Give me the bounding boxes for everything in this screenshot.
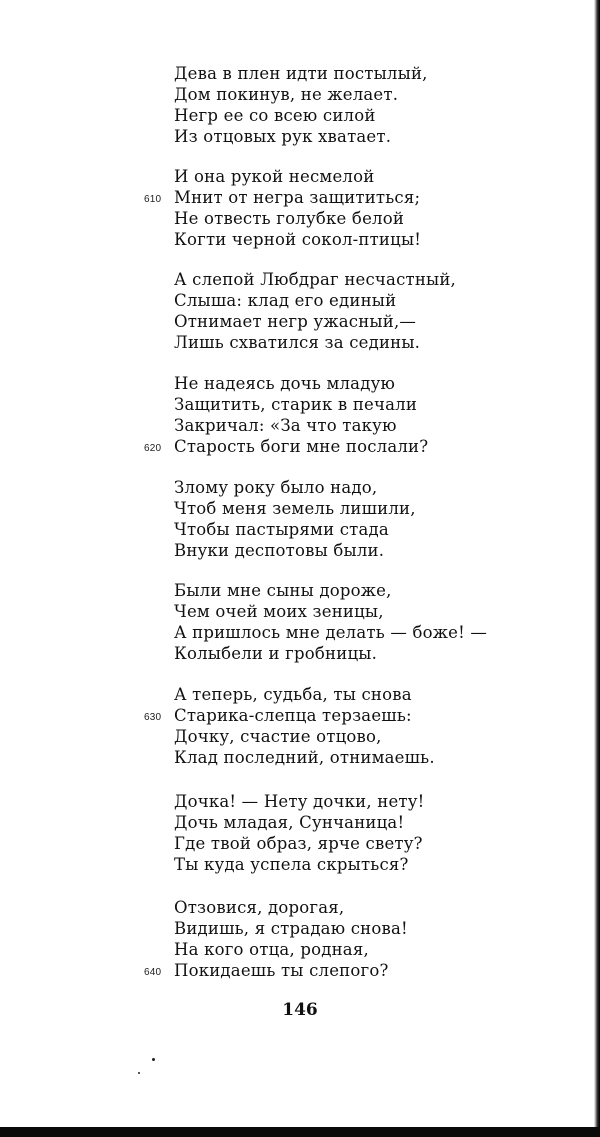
- verse-line: [174, 84, 504, 105]
- verse-text: Мнит от негра защититься;: [174, 188, 421, 207]
- verse-line: [144, 187, 504, 208]
- stanza-9: [144, 897, 504, 981]
- scan-speck: [138, 1072, 140, 1074]
- page-number: 146: [282, 1000, 318, 1020]
- verse-line: [174, 332, 504, 353]
- stanza-6: [174, 580, 504, 664]
- verse-text: Дочь младая, Сунчаница!: [174, 813, 405, 832]
- scan-edge-right: [594, 0, 600, 1137]
- line-number: 610: [144, 194, 162, 205]
- verse-text: Покидаешь ты слепого?: [174, 961, 389, 980]
- verse-line: [174, 622, 504, 643]
- verse-text: Закричал: «За что такую: [174, 416, 397, 435]
- verse-line: [174, 477, 504, 498]
- line-number: 640: [144, 967, 162, 978]
- verse-line: [144, 436, 504, 457]
- verse-line: [174, 311, 504, 332]
- verse-text: Отнимает негр ужасный,—: [174, 312, 417, 331]
- verse-text: А пришлось мне делать — боже! —: [174, 623, 488, 642]
- verse-text: Старость боги мне послали?: [174, 437, 429, 456]
- verse-line: [174, 833, 504, 854]
- verse-line: [174, 498, 504, 519]
- verse-text: Колыбели и гробницы.: [174, 644, 378, 663]
- verse-text: Дочка! — Нету дочки, нету!: [174, 792, 425, 811]
- verse-text: Не надеясь дочь младую: [174, 374, 396, 393]
- verse-text: Старика-слепца терзаешь:: [174, 706, 412, 725]
- verse-text: Были мне сыны дороже,: [174, 581, 392, 600]
- verse-text: Где твой образ, ярче свету?: [174, 834, 423, 853]
- verse-text: Лишь схватился за седины.: [174, 333, 421, 352]
- verse-text: Дева в плен идти постылый,: [174, 64, 428, 83]
- stanza-2: [144, 166, 504, 250]
- verse-line: [174, 812, 504, 833]
- verse-line: [174, 166, 504, 187]
- verse-text: Дочку, счастие отцово,: [174, 727, 382, 746]
- verse-text: Внуки деспотовы были.: [174, 541, 385, 560]
- verse-text: Из отцовых рук хватает.: [174, 127, 392, 146]
- verse-line: [174, 63, 504, 84]
- verse-line: [174, 643, 504, 664]
- verse-line: [174, 229, 504, 250]
- verse-line: [174, 126, 504, 147]
- stanza-5: [174, 477, 504, 561]
- verse-line: [174, 897, 504, 918]
- verse-line: [174, 208, 504, 229]
- verse-line: [174, 540, 504, 561]
- verse-text: Клад последний, отнимаешь.: [174, 748, 435, 767]
- verse-line: [174, 601, 504, 622]
- verse-line: [144, 960, 504, 981]
- stanza-1: [174, 63, 504, 147]
- verse-line: [144, 705, 504, 726]
- verse-text: Защитить, старик в печали: [174, 395, 418, 414]
- verse-line: [174, 290, 504, 311]
- verse-line: [174, 415, 504, 436]
- verse-text: И она рукой несмелой: [174, 167, 375, 186]
- verse-text: На кого отца, родная,: [174, 940, 369, 959]
- stanza-8: [174, 791, 504, 875]
- verse-line: [174, 373, 504, 394]
- verse-text: А слепой Любдраг несчастный,: [174, 270, 457, 289]
- stanza-4: [144, 373, 504, 457]
- scan-speck: [152, 1058, 155, 1061]
- verse-text: Когти черной сокол-птицы!: [174, 230, 422, 249]
- verse-line: [174, 918, 504, 939]
- verse-text: Отзовися, дорогая,: [174, 898, 345, 917]
- verse-text: Слыша: клад его единый: [174, 291, 397, 310]
- line-number: 620: [144, 443, 162, 454]
- verse-text: Видишь, я страдаю снова!: [174, 919, 408, 938]
- stanza-3: [174, 269, 504, 353]
- verse-line: [174, 747, 504, 768]
- verse-line: [174, 684, 504, 705]
- line-number: 630: [144, 712, 162, 723]
- verse-text: Чтобы пастырями стада: [174, 520, 389, 539]
- verse-text: Дом покинув, не желает.: [174, 85, 399, 104]
- verse-line: [174, 580, 504, 601]
- verse-line: [174, 105, 504, 126]
- stanza-7: [144, 684, 504, 768]
- verse-text: Злому року было надо,: [174, 478, 378, 497]
- scan-edge-bottom: [0, 1127, 600, 1137]
- verse-line: [174, 269, 504, 290]
- verse-line: [174, 726, 504, 747]
- verse-text: А теперь, судьба, ты снова: [174, 685, 412, 704]
- verse-line: [174, 791, 504, 812]
- verse-text: Негр ее со всею силой: [174, 106, 376, 125]
- verse-text: Чтоб меня земель лишили,: [174, 499, 416, 518]
- verse-line: [174, 854, 504, 875]
- verse-text: Ты куда успела скрыться?: [174, 855, 409, 874]
- verse-text: Чем очей моих зеницы,: [174, 602, 384, 621]
- verse-text: Не отвесть голубке белой: [174, 209, 405, 228]
- verse-line: [174, 394, 504, 415]
- verse-line: [174, 519, 504, 540]
- verse-line: [174, 939, 504, 960]
